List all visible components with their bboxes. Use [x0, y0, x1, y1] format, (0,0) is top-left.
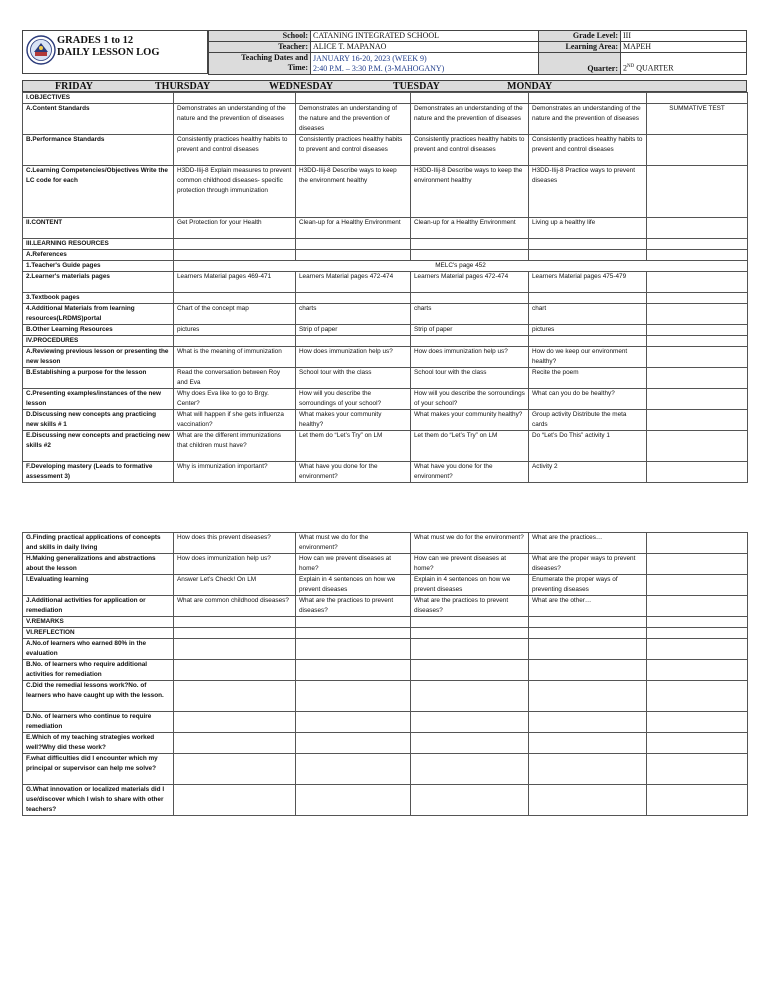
page-title — [57, 35, 160, 59]
table-row — [23, 733, 748, 754]
table-cell: Explain in 4 sentences on how we prevent diseases — [296, 575, 411, 596]
table-cell: Get Protection for your Health — [174, 218, 296, 239]
teaching-dates-label-line2: Time: — [287, 63, 308, 72]
row-label: G.Finding practical applications of concepts and skills in daily living — [23, 533, 174, 554]
row-label: B.No. of learners who require additional activities for remediation — [23, 660, 174, 681]
table-cell: Recite the poem — [529, 368, 647, 389]
table-cell: Explain in 4 sentences on how we prevent diseases — [411, 575, 529, 596]
table-cell — [647, 785, 748, 816]
row-label: B.Establishing a purpose for the lesson — [23, 368, 174, 389]
table-cell — [296, 93, 411, 104]
table-cell — [647, 293, 748, 304]
table-row — [23, 304, 748, 325]
table-cell — [647, 93, 748, 104]
table-cell — [411, 712, 529, 733]
table-cell: Strip of paper — [411, 325, 529, 336]
table-cell — [174, 733, 296, 754]
table-cell: H3DD-IIij-8 Practice ways to prevent diseases — [529, 166, 647, 218]
table-cell — [411, 93, 529, 104]
table-row — [23, 639, 748, 660]
table-cell: charts — [296, 304, 411, 325]
table-cell — [647, 554, 748, 575]
table-cell: Demonstrates an understanding of the nature and the prevention of diseases — [296, 104, 411, 135]
table-cell: How can we prevent diseases at home? — [411, 554, 529, 575]
row-label: C.Presenting examples/instances of the new lesson — [23, 389, 174, 410]
table-row — [23, 554, 748, 575]
table-cell: What must we do for the environment? — [296, 533, 411, 554]
row-label: 1.Teacher's Guide pages — [23, 261, 174, 272]
row-label: A.No.of learners who earned 80% in the evaluation — [23, 639, 174, 660]
table-cell: Clean-up for a Healthy Environment — [296, 218, 411, 239]
table-cell — [174, 785, 296, 816]
merged-cell: MELC's page 452 — [174, 261, 748, 272]
table-cell — [647, 304, 748, 325]
table-cell — [174, 250, 296, 261]
table-cell — [647, 336, 748, 347]
teacher-value: ALICE T. MAPANAO — [311, 42, 539, 53]
deped-seal-icon — [26, 35, 56, 65]
table-cell — [174, 628, 296, 639]
table-row — [23, 617, 748, 628]
table-row — [23, 754, 748, 785]
table-cell: pictures — [174, 325, 296, 336]
table-cell: Let them do “Let’s Try” on LM — [296, 431, 411, 462]
learning-area-label: Learning Area: — [539, 42, 621, 53]
table-cell: chart — [529, 304, 647, 325]
quarter-label: Quarter: — [539, 53, 621, 75]
table-cell — [647, 533, 748, 554]
table-cell — [647, 272, 748, 293]
table-cell — [174, 681, 296, 712]
table-cell: Demonstrates an understanding of the nature and the prevention of diseases — [174, 104, 296, 135]
table-row — [23, 431, 748, 462]
table-cell: What will happen if she gets influenza vaccination? — [174, 410, 296, 431]
table-cell — [647, 389, 748, 410]
table-row — [23, 272, 748, 293]
table-cell: Demonstrates an understanding of the nature and the prevention of diseases — [411, 104, 529, 135]
table-cell: What are the practices to prevent diseases? — [411, 596, 529, 617]
table-row — [23, 218, 748, 239]
row-label: I.OBJECTIVES — [23, 93, 174, 104]
table-cell — [411, 660, 529, 681]
table-cell: How does immunization help us? — [174, 554, 296, 575]
table-cell — [174, 660, 296, 681]
table-cell: How does this prevent diseases? — [174, 533, 296, 554]
row-label: II.CONTENT — [23, 218, 174, 239]
table-cell — [529, 733, 647, 754]
table-cell: School tour with the class — [296, 368, 411, 389]
teacher-label: Teacher: — [209, 42, 311, 53]
title-line-2: DAILY LESSON LOG — [57, 47, 160, 58]
table-cell: Enumerate the proper ways of preventing diseases — [529, 575, 647, 596]
day-header-friday: FRIDAY — [55, 81, 93, 92]
table-cell: Let them do “Let’s Try” on LM — [411, 431, 529, 462]
table-row — [23, 347, 748, 368]
table-cell — [411, 733, 529, 754]
table-row — [23, 712, 748, 733]
table-cell — [296, 250, 411, 261]
table-row — [23, 681, 748, 712]
row-label: C.Did the remedial lessons work?No. of learners who have caught up with the lesson. — [23, 681, 174, 712]
table-cell — [411, 785, 529, 816]
table-cell — [647, 325, 748, 336]
row-label: C.Learning Competencies/Objectives Write the LC code for each — [23, 166, 174, 218]
table-cell: Learners Material pages 475-479 — [529, 272, 647, 293]
table-cell — [647, 628, 748, 639]
table-cell — [411, 639, 529, 660]
table-cell — [411, 239, 529, 250]
table-cell: What are common childhood diseases? — [174, 596, 296, 617]
table-cell: How will you describe the sorroundings of your school? — [296, 389, 411, 410]
row-label: J.Additional activities for application or remediation — [23, 596, 174, 617]
table-row — [23, 336, 748, 347]
row-label: H.Making generalizations and abstractions about the lesson — [23, 554, 174, 575]
table-cell — [647, 166, 748, 218]
day-header-row — [22, 80, 747, 92]
table-row — [23, 261, 748, 272]
table-row — [23, 166, 748, 218]
table-cell: pictures — [529, 325, 647, 336]
table-cell: H3DD-IIij-8 Describe ways to keep the environment healthy — [411, 166, 529, 218]
table-cell: H3DD-IIij-8 Explain measures to prevent common childhood diseases- specific protection through immunization — [174, 166, 296, 218]
table-cell — [647, 639, 748, 660]
row-label: III.LEARNING RESOURCES — [23, 239, 174, 250]
table-cell: What makes your community healthy? — [411, 410, 529, 431]
grade-level-label: Grade Level: — [539, 31, 621, 42]
table-cell — [296, 336, 411, 347]
table-cell: H3DD-IIij-8 Describe ways to keep the environment healthy — [296, 166, 411, 218]
table-cell — [296, 239, 411, 250]
table-cell — [647, 754, 748, 785]
table-row — [23, 410, 748, 431]
table-row — [23, 368, 748, 389]
table-cell — [296, 639, 411, 660]
row-label: D.Discussing new concepts ang practicing new skills # 1 — [23, 410, 174, 431]
row-label: 2.Learner's materials pages — [23, 272, 174, 293]
table-cell — [647, 239, 748, 250]
table-cell — [529, 754, 647, 785]
table-cell — [529, 293, 647, 304]
row-label: I.Evaluating learning — [23, 575, 174, 596]
table-cell — [529, 336, 647, 347]
row-label: 3.Textbook pages — [23, 293, 174, 304]
table-row — [23, 250, 748, 261]
table-cell — [174, 336, 296, 347]
table-cell — [296, 617, 411, 628]
table-cell: Do “Let’s Do This” activity 1 — [529, 431, 647, 462]
teaching-dates-label — [209, 53, 311, 75]
table-row — [23, 389, 748, 410]
row-label: B.Other Learning Resources — [23, 325, 174, 336]
teaching-time: 2:40 P.M. – 3:30 P.M. (3-MAHOGANY) — [313, 63, 445, 73]
row-label: F.Developing mastery (Leads to formative assessment 3) — [23, 462, 174, 483]
title-line-1: GRADES 1 to 12 — [57, 35, 134, 46]
table-cell — [529, 785, 647, 816]
table-cell — [411, 336, 529, 347]
table-cell: Demonstrates an understanding of the nature and the prevention of diseases — [529, 104, 647, 135]
table-cell: Answer Let’s Check! On LM — [174, 575, 296, 596]
school-label: School: — [209, 31, 311, 42]
table-row — [23, 325, 748, 336]
table-cell — [411, 293, 529, 304]
table-cell: What are the practices to prevent diseases? — [296, 596, 411, 617]
table-cell — [296, 712, 411, 733]
table-cell — [529, 617, 647, 628]
row-label: VI.REFLECTION — [23, 628, 174, 639]
table-cell — [647, 368, 748, 389]
row-label: E.Discussing new concepts and practicing new skills #2 — [23, 431, 174, 462]
day-header-wednesday: WEDNESDAY — [269, 81, 334, 92]
table-cell — [411, 754, 529, 785]
lesson-log-table-part1 — [22, 92, 748, 483]
table-cell: Read the conversation between Roy and Eva — [174, 368, 296, 389]
table-cell: How does immunization help us? — [296, 347, 411, 368]
table-cell: What makes your community healthy? — [296, 410, 411, 431]
table-cell: School tour with the class — [411, 368, 529, 389]
table-cell: Why is immunization important? — [174, 462, 296, 483]
table-cell: Clean-up for a Healthy Environment — [411, 218, 529, 239]
table-cell: What are the different immunizations that children must have? — [174, 431, 296, 462]
table-cell: What are the proper ways to prevent diseases? — [529, 554, 647, 575]
table-cell — [411, 617, 529, 628]
table-cell — [296, 754, 411, 785]
day-header-tuesday: TUESDAY — [393, 81, 440, 92]
grade-level-value: III — [621, 31, 747, 42]
table-row — [23, 104, 748, 135]
table-cell: What have you done for the environment? — [411, 462, 529, 483]
table-cell: How does immunization help us? — [411, 347, 529, 368]
table-cell — [296, 293, 411, 304]
table-cell — [647, 250, 748, 261]
day-header-thursday: THURSDAY — [155, 81, 211, 92]
table-cell: Chart of the concept map — [174, 304, 296, 325]
table-cell — [529, 93, 647, 104]
table-cell — [296, 785, 411, 816]
table-cell — [647, 617, 748, 628]
table-row — [23, 293, 748, 304]
table-cell — [174, 239, 296, 250]
row-label: D.No. of learners who continue to require remediation — [23, 712, 174, 733]
table-cell — [647, 135, 748, 166]
table-cell — [529, 681, 647, 712]
table-cell — [174, 617, 296, 628]
table-cell: Why does Eva like to go to Brgy. Center? — [174, 389, 296, 410]
table-cell — [647, 660, 748, 681]
table-row — [23, 462, 748, 483]
lesson-log-table-part2 — [22, 532, 748, 816]
table-cell — [174, 712, 296, 733]
table-cell: Consistently practices healthy habits to prevent and control diseases — [411, 135, 529, 166]
row-label: B.Performance Standards — [23, 135, 174, 166]
table-row — [23, 533, 748, 554]
header-info-table — [208, 30, 747, 75]
table-row — [23, 135, 748, 166]
table-cell — [647, 712, 748, 733]
table-cell — [647, 347, 748, 368]
row-label: 4.Additional Materials from learning resources(LRDMS)portal — [23, 304, 174, 325]
table-cell: Learners Material pages 472-474 — [296, 272, 411, 293]
quarter-value: 2ND QUARTER — [621, 53, 747, 75]
table-cell: Consistently practices healthy habits to prevent and control diseases — [174, 135, 296, 166]
table-cell — [174, 639, 296, 660]
table-cell: How do we keep our environment healthy? — [529, 347, 647, 368]
table-cell — [411, 628, 529, 639]
table-cell — [411, 250, 529, 261]
table-cell: SUMMATIVE TEST — [647, 104, 748, 135]
table-cell: How will you describe the sorroundings of your school? — [411, 389, 529, 410]
table-cell — [647, 462, 748, 483]
table-row — [23, 239, 748, 250]
school-value: CATANING INTEGRATED SCHOOL — [311, 31, 539, 42]
table-cell: Group activity Distribute the meta cards — [529, 410, 647, 431]
table-cell: charts — [411, 304, 529, 325]
table-cell: What can you do be healthy? — [529, 389, 647, 410]
table-cell — [174, 754, 296, 785]
table-row — [23, 628, 748, 639]
row-label: E.Which of my teaching strategies worked well?Why did these work? — [23, 733, 174, 754]
table-cell: Learners Material pages 469-471 — [174, 272, 296, 293]
table-cell — [296, 660, 411, 681]
table-row — [23, 660, 748, 681]
table-row — [23, 596, 748, 617]
table-cell — [174, 293, 296, 304]
table-row — [23, 575, 748, 596]
table-cell: Strip of paper — [296, 325, 411, 336]
row-label: A.Reviewing previous lesson or presenting the new lesson — [23, 347, 174, 368]
table-cell — [647, 733, 748, 754]
table-cell: Learners Material pages 472-474 — [411, 272, 529, 293]
table-cell: Consistently practices healthy habits to prevent and control diseases — [529, 135, 647, 166]
table-cell — [296, 628, 411, 639]
table-row — [23, 785, 748, 816]
teaching-dates: JANUARY 16-20, 2023 (WEEK 9) — [313, 53, 427, 63]
table-cell: What are the practices… — [529, 533, 647, 554]
table-cell — [647, 596, 748, 617]
table-cell: What are the other… — [529, 596, 647, 617]
table-cell — [529, 239, 647, 250]
table-cell: What have you done for the environment? — [296, 462, 411, 483]
table-cell — [529, 639, 647, 660]
row-label: F.what difficulties did I encounter which my principal or supervisor can help me solve? — [23, 754, 174, 785]
table-cell — [647, 410, 748, 431]
row-label: G.What innovation or localized materials did I use/discover which I wish to share with other teachers? — [23, 785, 174, 816]
row-label: V.REMARKS — [23, 617, 174, 628]
table-cell — [411, 681, 529, 712]
table-cell: Activity 2 — [529, 462, 647, 483]
teaching-dates-label-line1: Teaching Dates and — [241, 53, 308, 62]
table-cell — [647, 218, 748, 239]
row-label: IV.PROCEDURES — [23, 336, 174, 347]
table-cell: Living up a healthy life — [529, 218, 647, 239]
table-cell — [647, 431, 748, 462]
day-header-monday: MONDAY — [507, 81, 553, 92]
table-cell: How can we prevent diseases at home? — [296, 554, 411, 575]
table-cell: What must we do for the environment? — [411, 533, 529, 554]
table-cell — [529, 250, 647, 261]
row-label: A.Content Standards — [23, 104, 174, 135]
table-cell — [529, 628, 647, 639]
table-cell — [529, 712, 647, 733]
table-cell — [529, 660, 647, 681]
teaching-dates-value — [311, 53, 539, 75]
table-cell — [296, 733, 411, 754]
table-cell — [647, 681, 748, 712]
table-cell — [647, 575, 748, 596]
table-cell — [174, 93, 296, 104]
learning-area-value: MAPEH — [621, 42, 747, 53]
header-title-box — [22, 30, 208, 74]
table-cell: What is the meaning of immunization — [174, 347, 296, 368]
table-cell: Consistently practices healthy habits to prevent and control diseases — [296, 135, 411, 166]
table-cell — [296, 681, 411, 712]
table-row — [23, 93, 748, 104]
row-label: A.References — [23, 250, 174, 261]
